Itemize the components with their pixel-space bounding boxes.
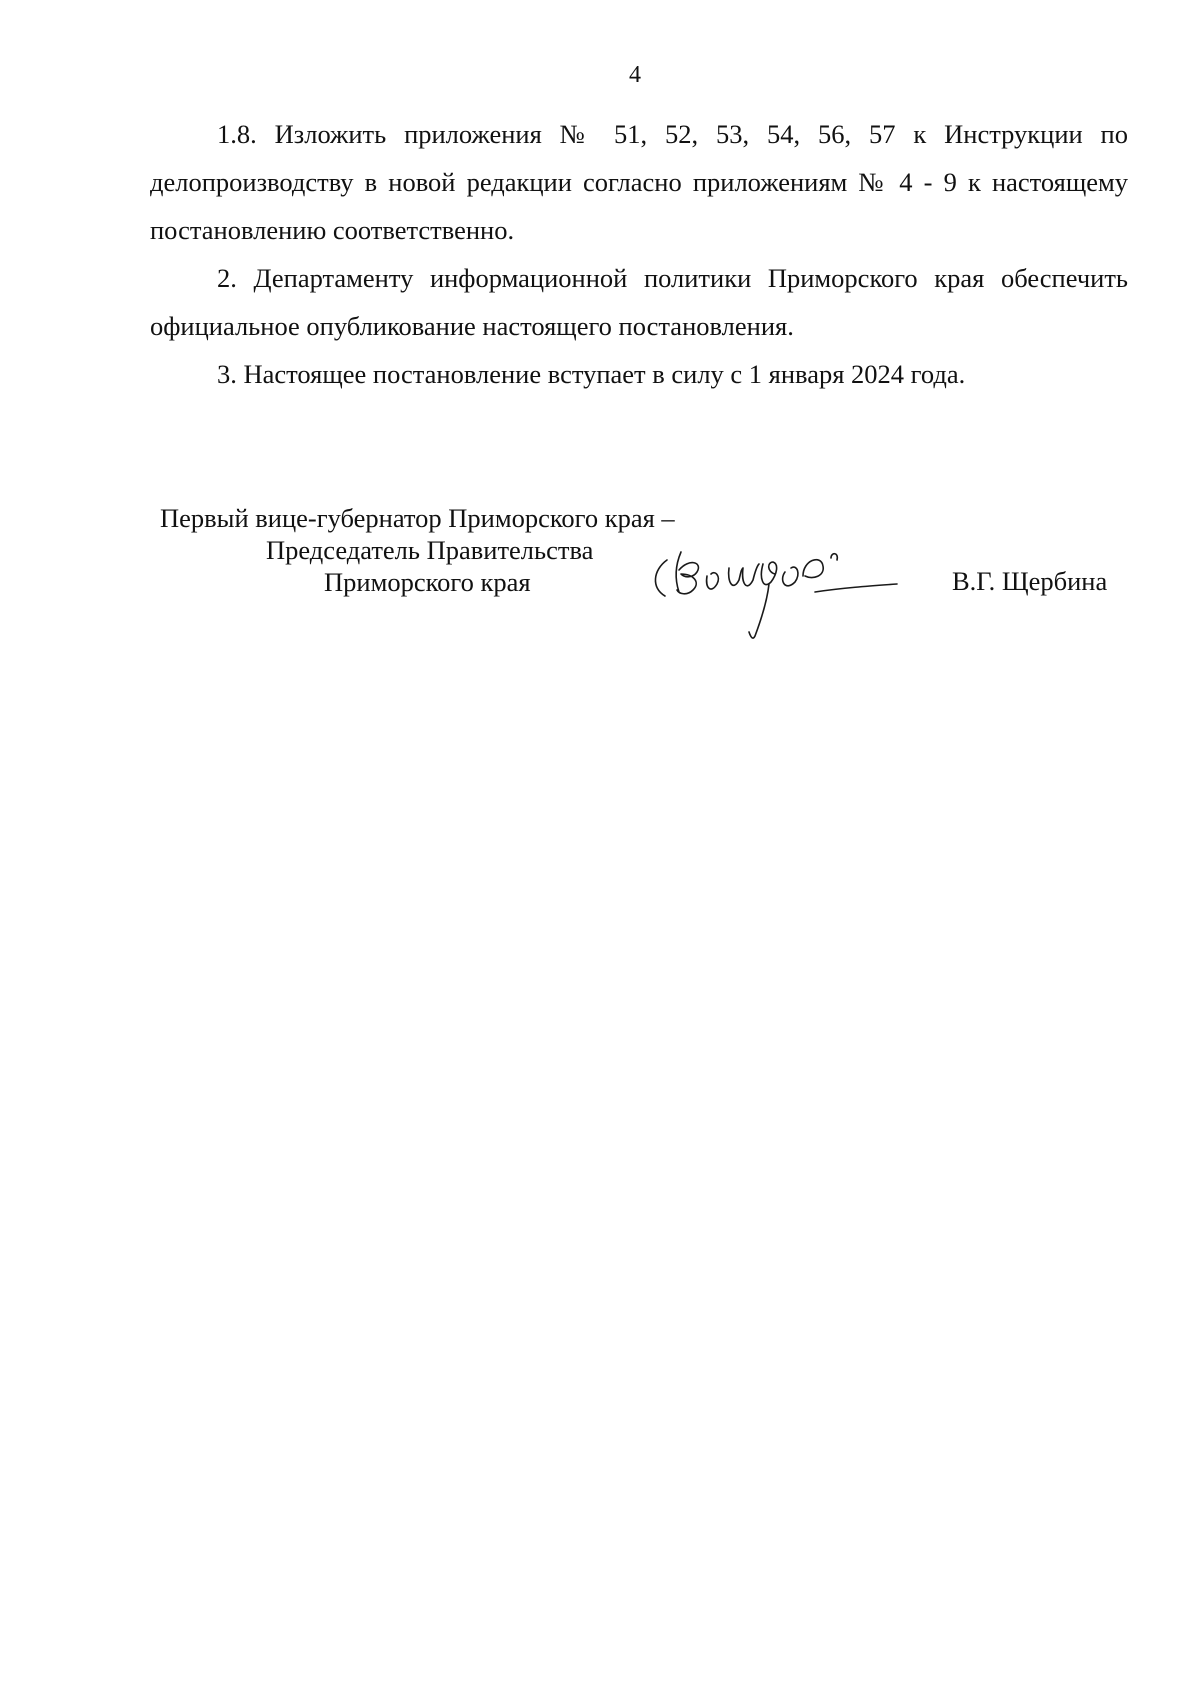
signature-stroke-letter-6 [803,554,837,578]
signature-stroke-opening [655,560,667,596]
signer-name: В.Г. Щербина [952,566,1108,596]
signature-stroke-letter-4 [749,562,777,638]
signature-stroke-letter-2 [707,573,719,589]
document-body [150,110,1128,398]
page-number: 4 [629,62,641,88]
signatory-position-line-2: Председатель Правительства [266,535,594,565]
signatory-position-line-1: Первый вице-губернатор Приморского края – [160,503,675,533]
paragraph-1-8: 1.8. Изложить приложения № 51, 52, 53, 54, 56, 57 к Инструкции по делопроизводству в новой редакции согласно приложениям № 4 - 9 к настоящему постановлению соответственно. [150,119,1128,245]
signature-stroke-letter-5 [783,567,798,586]
signature-stroke-letter-3 [729,564,759,586]
signature-stroke-tail [815,584,897,592]
paragraph-3: 3. Настоящее постановление вступает в силу с 1 января 2024 года. [217,359,966,389]
signature-stroke-letter-1 [676,552,698,594]
paragraph-2: 2. Департаменту информационной политики Приморского края обеспечить официальное опубликование настоящего постановления. [150,263,1128,341]
handwritten-signature [645,540,945,660]
signatory-position-line-3: Приморского края [324,567,531,597]
